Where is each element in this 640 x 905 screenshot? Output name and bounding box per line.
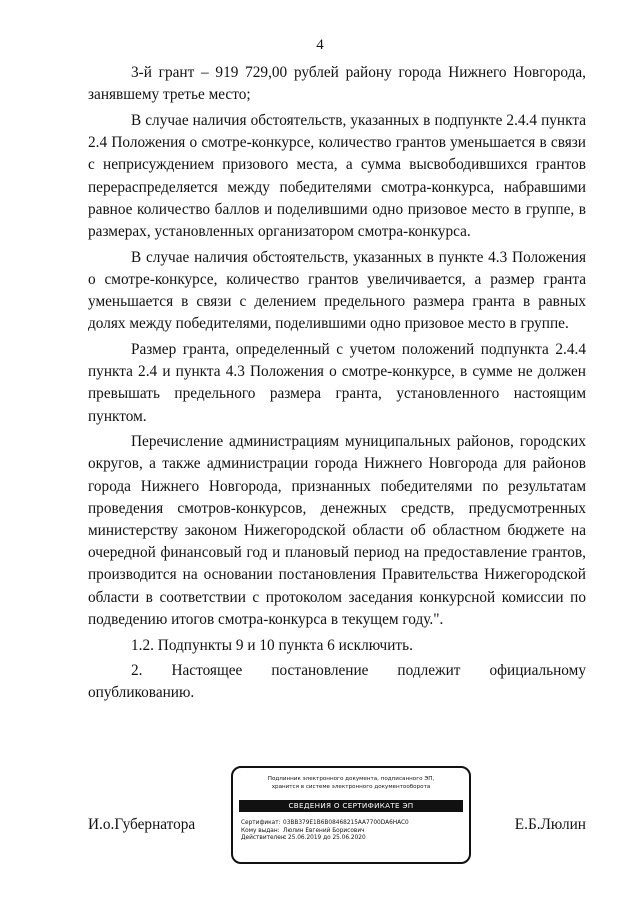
stamp-label: Кому выдан: <box>241 827 280 834</box>
signer-name: Е.Б.Люлин <box>514 816 586 833</box>
stamp-row-valid <box>241 835 469 843</box>
stamp-label: Сертификат: <box>241 820 281 826</box>
stamp-note-line: хранится в системе электронного документооборота <box>271 784 431 790</box>
stamp-note-line: Подлинник электронного документа, подписанного ЭП, <box>267 776 435 782</box>
paragraph-exclude: 1.2. Подпункты 9 и 10 пункта 6 исключить. <box>131 636 413 654</box>
stamp-details <box>241 820 469 843</box>
paragraph-transfer: Перечисление администрациям муниципальных районов, городских округов, а также администрации города Нижнего Новгорода для районов города Нижнего Новгорода, признанных победителями по результатам проведения смотров-конкурсов, денежных средств, предусмотренных министерству законом Нижегородской области об областном бюджете на очередной финансовый год и плановый период на предоставление грантов, производится на основании постановления Правительства Нижегородской области в соответствии с протоколом заседания конкурсной комиссии по подведению итогов смотра-конкурса в текущем году.". <box>88 433 586 628</box>
document-body <box>88 62 586 705</box>
paragraph-more-grants: В случае наличия обстоятельств, указанных в пункте 4.3 Положения о смотре-конкурсе, количество грантов увеличивается, а размер гранта уменьшается в связи с делением предельного размера гранта в равных долях между победителями, поделившими одно призовое место в группе. <box>88 248 586 333</box>
paragraph-publication: 2. Настоящее постановление подлежит официальному опубликованию. <box>88 662 586 702</box>
paragraph-grant-limit: Размер гранта, определенный с учетом положений подпункта 2.4.4 пункта 2.4 и пункта 4.3 Положения о смотре-конкурсе, в сумме не должен превышать предельного размера гранта, установленного настоящим пунктом. <box>88 340 586 425</box>
page-number: 4 <box>316 37 324 53</box>
stamp-label: Действителен: <box>241 835 287 842</box>
stamp-value: 03BB379E1B6B08468215AA7700DA6HAC0 <box>283 820 409 826</box>
stamp-header: СВЕДЕНИЯ О СЕРТИФИКАТЕ ЭП <box>239 800 463 812</box>
e-signature-stamp <box>231 766 471 864</box>
stamp-row-certificate <box>241 820 469 828</box>
stamp-note <box>233 775 469 791</box>
stamp-value: с 25.06.2019 до 25.06.2020 <box>283 835 366 842</box>
paragraph-grant-3: 3-й грант – 919 729,00 рублей району города Нижнего Новгорода, занявшему третье место; <box>88 64 586 104</box>
stamp-value: Люлин Евгений Борисович <box>283 827 365 834</box>
paragraph-no-award: В случае наличия обстоятельств, указанных в подпункте 2.4.4 пункта 2.4 Положения о смотре-конкурсе, количество грантов уменьшается в связи с неприсуждением призового места, а сумма высвободившихся грантов перераспределяется между победителями смотра-конкурса, набравшими равное количество баллов и поделившими одно призовое место в группе, в размерах, установленных организатором смотра-конкурса. <box>88 111 586 240</box>
signer-title: И.о.Губернатора <box>88 816 196 833</box>
